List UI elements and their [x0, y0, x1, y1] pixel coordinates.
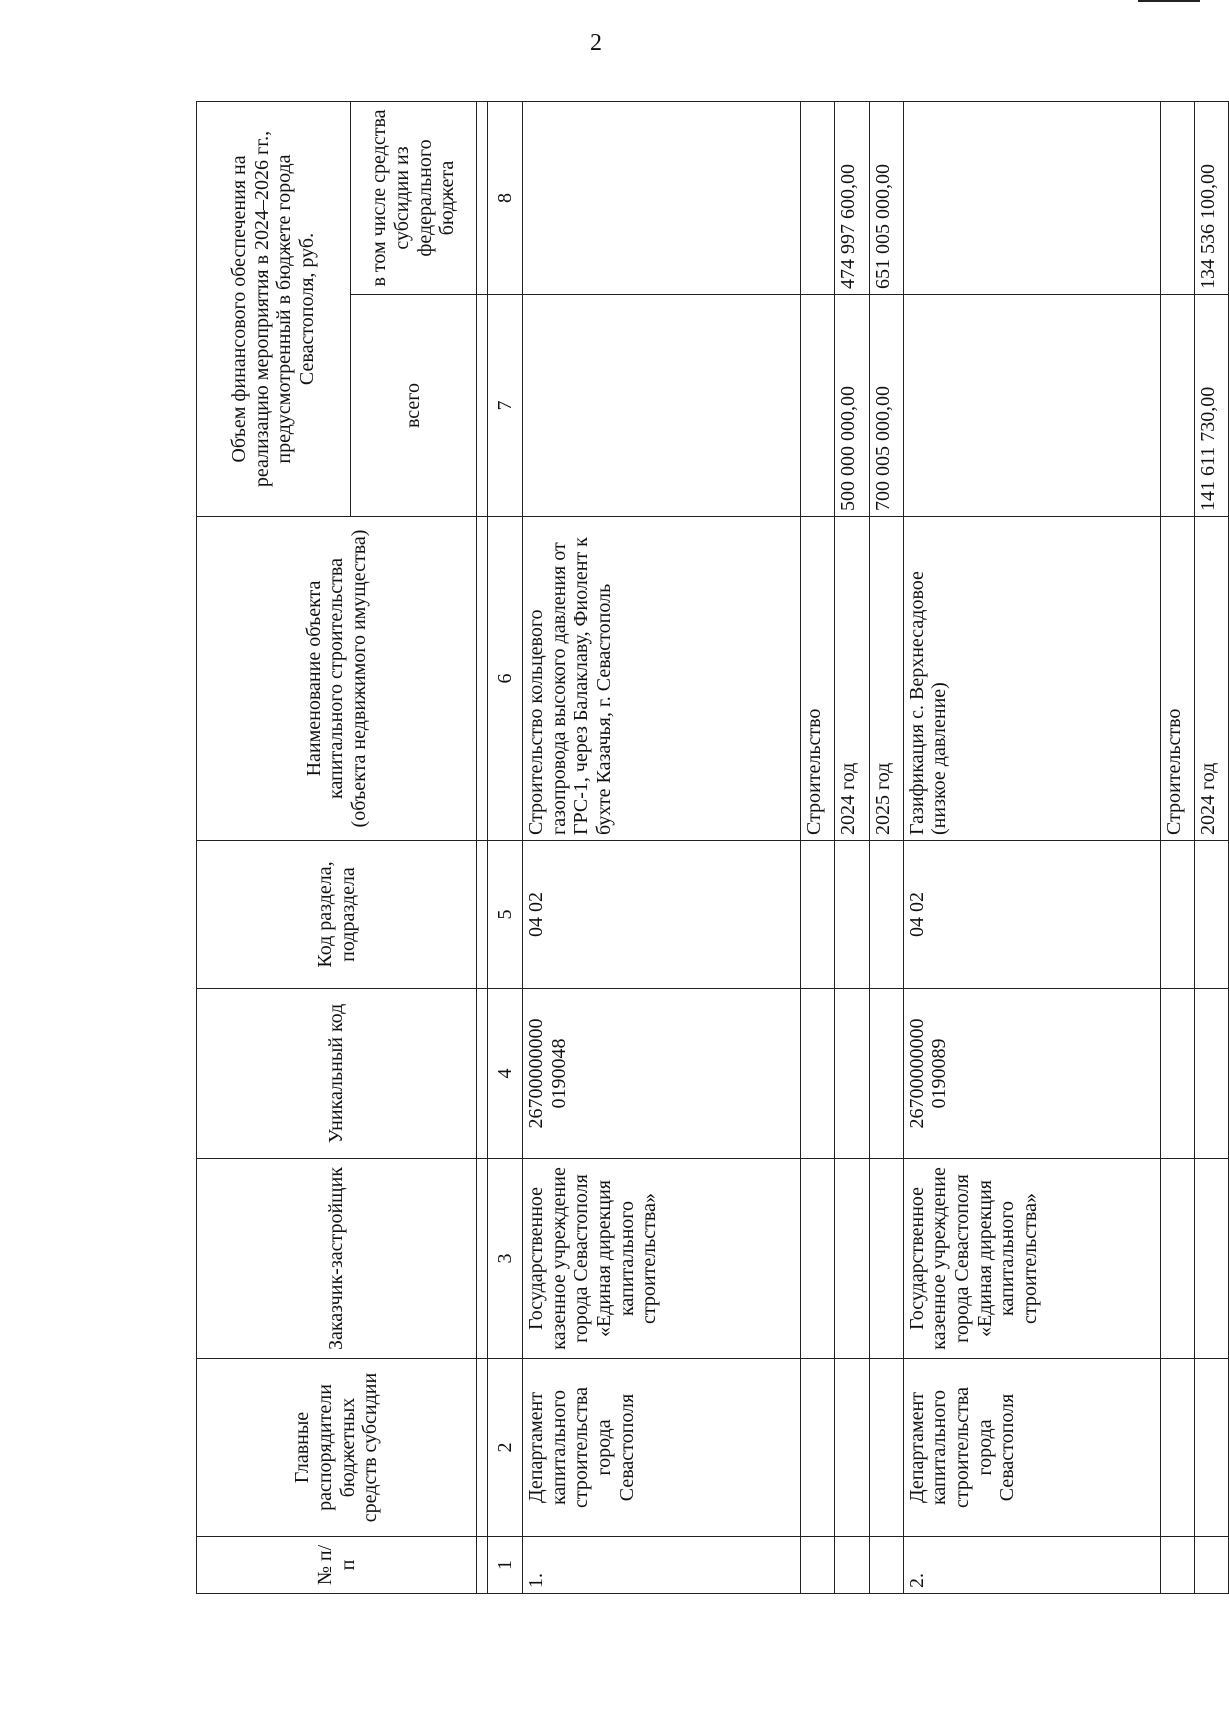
row-unique-code: 26700000000 0190048 — [523, 989, 801, 1159]
row-section-code: 04 02 — [903, 841, 1160, 989]
subrow-federal: 474 997 600,00 — [835, 101, 869, 294]
row-federal — [523, 101, 801, 294]
header-col-federal: в том числе средства субсидии из федерального бюджета — [350, 101, 476, 294]
subrow-total — [1160, 295, 1194, 517]
table-subrow — [1160, 101, 1194, 1593]
subrow-label: Строительство — [801, 517, 835, 841]
subrow-label: 2024 год — [835, 517, 869, 841]
row-object-name: Газификация с. Верхнесадовое (низкое давление) — [903, 517, 1160, 841]
subrow-federal — [801, 101, 835, 294]
row-total — [903, 295, 1160, 517]
row-customer: Государственное казенное учреждение города Севастополя «Единая дирекция капитального строительства» — [523, 1159, 801, 1359]
column-number: 1 — [487, 1537, 522, 1594]
column-number: 8 — [487, 101, 522, 294]
subrow-federal: 134 536 100,00 — [1194, 101, 1228, 294]
column-number: 7 — [487, 295, 522, 517]
row-grbs: Департамент капитального строительства города Севастополя — [523, 1359, 801, 1537]
table-subrow — [835, 101, 869, 1593]
column-numbers-row — [487, 101, 522, 1593]
subrow-label: 2024 год — [1194, 517, 1228, 841]
subrow-total — [801, 295, 835, 517]
header-col-section: Код раздела, подраздела — [197, 841, 477, 989]
table-subrow — [1194, 101, 1228, 1593]
row-grbs: Департамент капитального строительства города Севастополя — [903, 1359, 1160, 1537]
subrow-total: 500 000 000,00 — [835, 295, 869, 517]
header-separator — [477, 101, 488, 1593]
row-number: 2. — [903, 1537, 1160, 1594]
row-section-code: 04 02 — [523, 841, 801, 989]
row-total — [523, 295, 801, 517]
column-number: 4 — [487, 989, 522, 1159]
table-subrow — [801, 101, 835, 1593]
financing-table — [196, 101, 1229, 1594]
table-row — [903, 101, 1160, 1593]
subrow-total: 141 611 730,00 — [1194, 295, 1228, 517]
header-col-total: всего — [350, 295, 476, 517]
subrow-total: 700 005 000,00 — [869, 295, 903, 517]
column-number: 2 — [487, 1359, 522, 1537]
subrow-federal: 651 005 000,00 — [869, 101, 903, 294]
header-row — [197, 101, 351, 1593]
top-rule — [1138, 0, 1200, 2]
table-row — [523, 101, 801, 1593]
header-col-customer: Заказчик-застройщик — [197, 1159, 477, 1359]
column-number: 6 — [487, 517, 522, 841]
header-col-financing: Объем финансового обеспечения на реализацию мероприятия в 2024–2026 гг., предусмотренный в бюджете города Севастополя, руб. — [197, 101, 351, 516]
rotated-table-wrapper — [196, 102, 1229, 1594]
subrow-label: Строительство — [1160, 517, 1194, 841]
subrow-federal — [1160, 101, 1194, 294]
table-subrow — [869, 101, 903, 1593]
header-col-grbs: Главные распорядители бюджетных средств субсидии — [197, 1359, 477, 1537]
column-number: 3 — [487, 1159, 522, 1359]
header-col-code: Уникальный код — [197, 989, 477, 1159]
row-federal — [903, 101, 1160, 294]
page-number: 2 — [590, 30, 602, 56]
row-object-name: Строительство кольцевого газопровода высокого давления от ГРС-1, через Балаклаву, Фиолент к бухте Казачья, г. Севастополь — [523, 517, 801, 841]
header-col-name: Наименование объекта капитального строительства (объекта недвижимого имущества) — [197, 517, 477, 841]
header-col-num: № п/п — [197, 1537, 477, 1594]
row-customer: Государственное казенное учреждение города Севастополя «Единая дирекция капитального строительства» — [903, 1159, 1160, 1359]
subrow-label: 2025 год — [869, 517, 903, 841]
row-unique-code: 26700000000 0190089 — [903, 989, 1160, 1159]
row-number: 1. — [523, 1537, 801, 1594]
column-number: 5 — [487, 841, 522, 989]
